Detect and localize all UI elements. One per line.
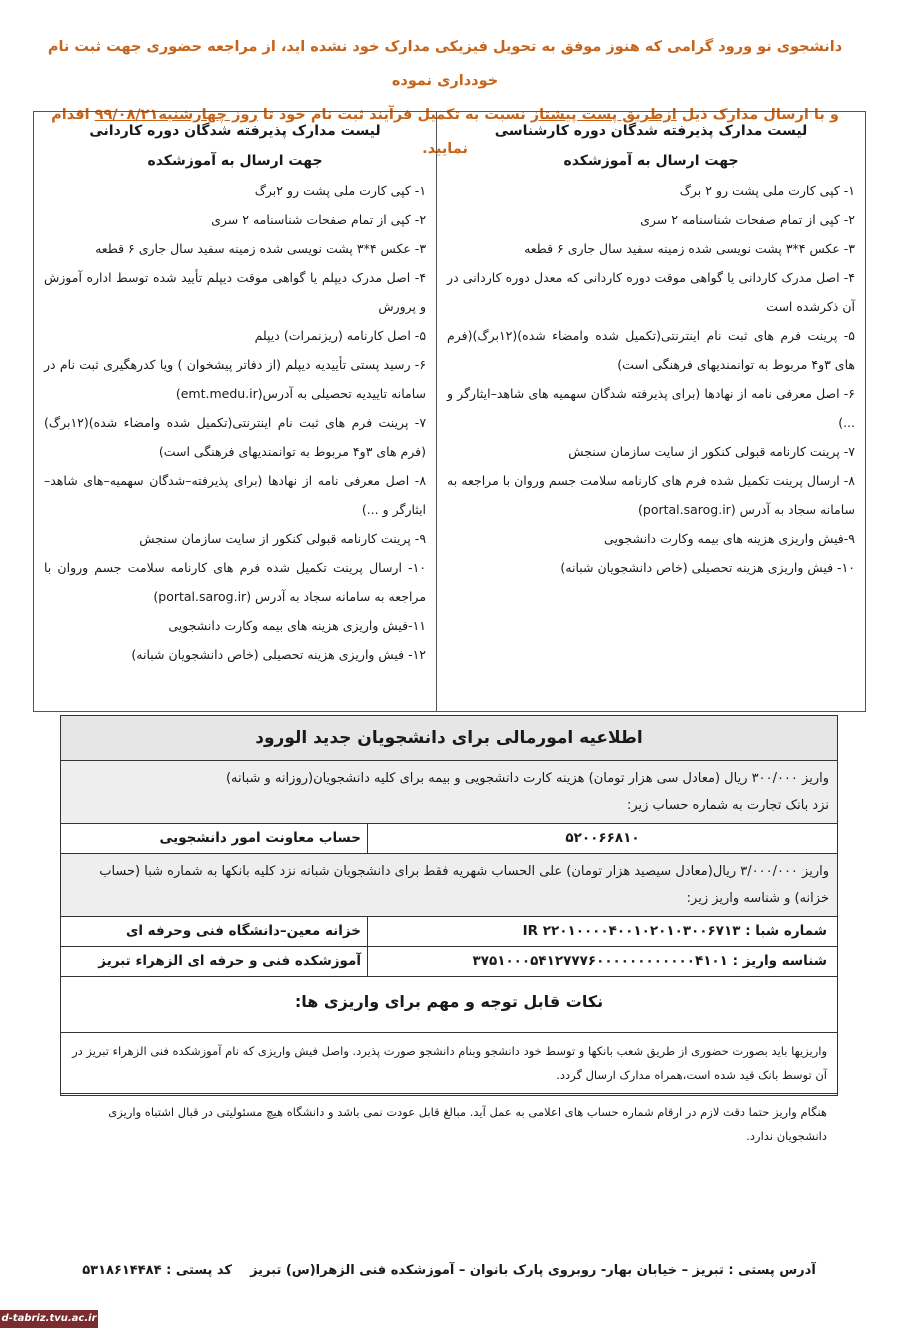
- list-item: ۱۰- فیش واریزی هزینه تحصیلی (خاص دانشجویان شبانه): [560, 560, 855, 575]
- list-item: ۱- کپی کارت ملی پشت رو ۲برگ: [254, 183, 427, 198]
- sheba-number: IR ۲۲۰۱۰۰۰۰۴۰۰۱۰۲۰۱۰۳۰۰۶۷۱۳: [522, 923, 741, 939]
- list-item: ۹-فیش واریزی هزینه های بیمه وکارت دانشجویی: [604, 531, 855, 546]
- card-insurance-fee: [61, 761, 837, 824]
- bachelor-list: [436, 112, 865, 711]
- sheba-cell: [367, 917, 837, 946]
- postal-code-label: کد پستی :: [166, 1263, 232, 1278]
- note-1: واریزیها باید بصورت حضوری از طریق شعب بانکها و توسط خود دانشجو وبنام دانشجو صورت پذیرد. واصل فیش واریزی که نام آموزشکده فنی الزهراء تبریز در آن توسط بانک قید شده است،همراه مدارک ارسال گردد.: [61, 1033, 837, 1094]
- associate-items: [44, 176, 426, 669]
- tuition-fee: [61, 854, 837, 917]
- deposit-id: ۳۷۵۱۰۰۰۵۴۱۲۷۷۷۶۰۰۰۰۰۰۰۰۰۰۰۰۴۱۰۱: [472, 953, 728, 969]
- document-lists: [33, 111, 866, 712]
- sheba-owner: خزانه معین–دانشگاه فنی وحرفه ای: [125, 923, 361, 939]
- account-number: ۵۲۰۰۶۶۸۱۰: [367, 824, 837, 853]
- sheba-label: شماره شبا :: [745, 923, 827, 939]
- list-item: ۷- پرینت فرم های ثبت نام اینترنتی(تکمیل شده وامضاء شده)(۱۲برگ)(فرم های ۳و۴ مربوط به توانمندیهای فرهنگی است): [44, 415, 427, 459]
- note-2: هنگام واریز حتما دقت لازم در ارقام شماره حساب های اعلامی به عمل آید. مبالغ قابل عودت نمی باشد و دانشگاه هیچ مسئولیتی در قبال اشتباه واریزی دانشجویان ندارد.: [108, 1105, 827, 1143]
- list-item: ۳- عکس ۴*۳ پشت نویسی شده زمینه سفید سال جاری ۶ قطعه: [95, 241, 427, 256]
- list-item: ۶- رسید پستی تأییدیه دیپلم (از دفاتر پیشخوان ) ویا کدرهگیری ثبت نام در سامانه تاییدیه تحصیلی به آدرس(emt.medu.ir): [44, 357, 427, 401]
- sheba-row: [61, 917, 837, 947]
- list-item: ۵- اصل کارنامه (ریزنمرات) دیپلم: [254, 328, 427, 343]
- header-line-2-end: اقدام نمایید.: [51, 107, 468, 157]
- header-line-2-start: و با ارسال مدارک ذیل: [676, 107, 839, 123]
- card-fee-bank: نزد بانک تجارت به شماره حساب زیر:: [626, 798, 829, 813]
- list-item: ۳- عکس ۴*۳ پشت نویسی شده زمینه سفید سال جاری ۶ قطعه: [524, 241, 855, 256]
- deposit-row: [61, 947, 837, 977]
- card-fee-text: واریز ۳۰۰/۰۰۰ ریال (معادل سی هزار تومان) هزینه کارت دانشجویی و بیمه برای کلیه دانشجویان(روزانه و شبانه): [225, 771, 829, 786]
- list-item: ۴- اصل مدرک کاردانی یا گواهی موقت دوره کاردانی که معدل دوره کاردانی در آن ذکرشده است: [447, 270, 855, 314]
- address-text: آدرس پستی : تبریز – خیابان بهار- روبروی پارک بانوان – آموزشکده فنی الزهرا(س) تبریز: [250, 1263, 816, 1278]
- bachelor-items: [447, 176, 855, 582]
- list-item: ۲- کپی از تمام صفحات شناسنامه ۲ سری: [640, 212, 855, 227]
- list-item: ۱۲- فیش واریزی هزینه تحصیلی (خاص دانشجویان شبانه): [131, 647, 427, 662]
- list-item: ۴- اصل مدرک دیپلم یا گواهی موقت دیپلم تأیید شده توسط اداره آموزش و پرورش: [44, 270, 427, 314]
- deposit-cell: [367, 947, 837, 976]
- notes-title: نکات قابل توجه و مهم برای واریزی ها:: [61, 977, 837, 1033]
- list-item: ۱۰- ارسال پرینت تکمیل شده فرم های کارنامه سلامت جسم وروان با مراجعه به سامانه سجاد به آدرس (portal.sarog.ir): [44, 560, 427, 604]
- header-line-1: دانشجوی نو ورود گرامی که هنوز موفق به تحویل فیزیکی مدارک خود نشده اید، از مراجعه حضوری جهت ثبت نام خودداری نموده: [47, 39, 843, 89]
- site-url-tag[interactable]: d-tabriz.tvu.ac.ir: [0, 1310, 98, 1328]
- postal-address: [60, 1256, 838, 1286]
- header-line-2-mid: نسبت به تکمیل فرآیند ثبت نام خود تا: [257, 107, 531, 123]
- deposit-label: شناسه واریز :: [732, 953, 827, 969]
- tuition-fee-text: واریز ۳/۰۰۰/۰۰۰ ریال(معادل سیصید هزار تومان) علی الحساب شهریه فقط برای دانشجویان شبانه نزد کلیه بانکها به شماره شبا (حساب خزانه) و شناسه واریز زیر:: [99, 864, 829, 906]
- associate-title: لیست مدارک پذیرفته شدگان دوره کاردانی: [89, 123, 381, 139]
- deadline: روز چهارشنبه۹۹/۰۸/۲۱: [94, 107, 258, 123]
- list-item: ۲- کپی از تمام صفحات شناسنامه ۲ سری: [211, 212, 427, 227]
- list-item: ۷- پرینت کارنامه قبولی کنکور از سایت سازمان سنجش: [568, 444, 855, 459]
- account-row: [61, 824, 837, 854]
- list-item: ۸- ارسال پرینت تکمیل شده فرم های کارنامه سلامت جسم وروان با مراجعه به سامانه سجاد به آدرس (portal.sarog.ir): [447, 473, 855, 517]
- list-item: ۱- کپی کارت ملی پشت رو ۲ برگ: [679, 183, 855, 198]
- deposit-owner: آموزشکده فنی و حرفه ای الزهراء تبریز: [98, 953, 361, 969]
- list-item: ۱۱-فیش واریزی هزینه های بیمه وکارت دانشجویی: [168, 618, 427, 633]
- account-label: حساب معاونت امور دانشجویی: [159, 830, 361, 846]
- finance-title: اطلاعیه امورمالی برای دانشجویان جدید الورود: [61, 716, 837, 761]
- associate-list: [34, 112, 436, 711]
- post-method: ازطریق پست پیشتاز: [530, 107, 677, 123]
- associate-subtitle: جهت ارسال به آموزشکده: [147, 153, 323, 169]
- bachelor-title: لیست مدارک پذیرفته شدگان دوره کارشناسی: [494, 123, 808, 139]
- list-item: ۵- پرینت فرم های ثبت نام اینترنتی(تکمیل شده وامضاء شده)(۱۲برگ)(فرم های ۳و۴ مربوط به توانمندیهای فرهنگی است): [447, 328, 855, 372]
- list-item: ۸- اصل معرفی نامه از نهادها (برای پذیرفته–شدگان سهمیه–های شاهد–ایثارگر و ...): [44, 473, 427, 517]
- postal-code: ۵۳۱۸۶۱۴۴۸۴: [82, 1263, 162, 1278]
- list-item: ۹- پرینت کارنامه قبولی کنکور از سایت سازمان سنجش: [139, 531, 427, 546]
- list-item: ۶- اصل معرفی نامه از نهادها (برای پذیرفته شدگان سهمیه های شاهد–ایثارگر و ...): [447, 386, 855, 430]
- finance-notice: [60, 715, 838, 1143]
- bachelor-subtitle: جهت ارسال به آموزشکده: [563, 153, 739, 169]
